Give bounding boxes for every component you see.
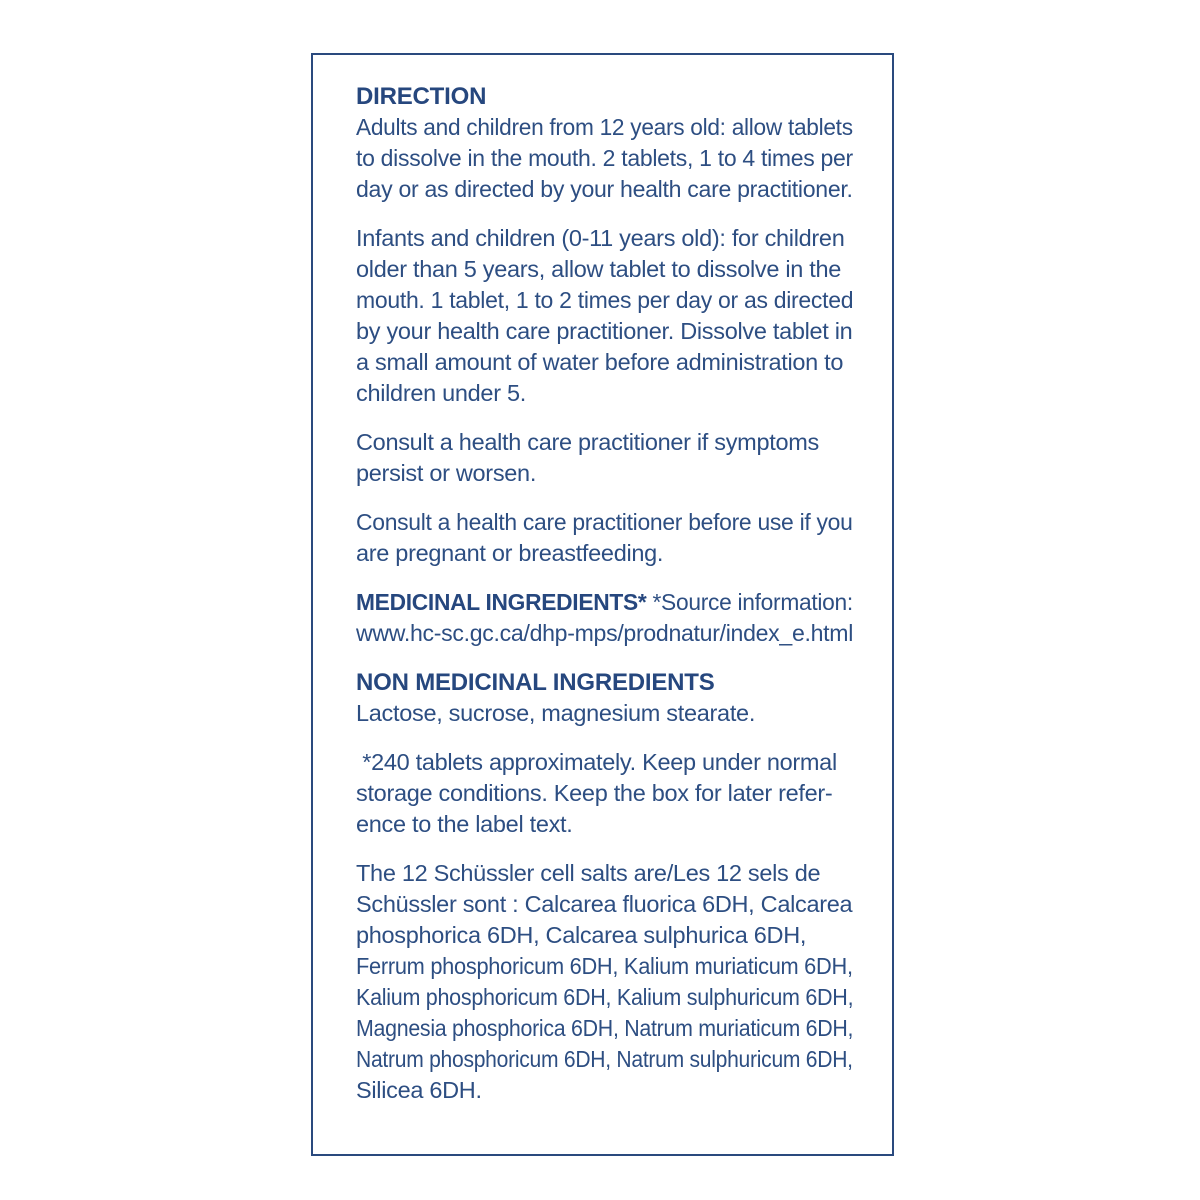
direction-heading: DIRECTION <box>356 83 487 110</box>
text-line: Natrum phosphoricum 6DH, Natrum sulphuricum 6DH, <box>356 1046 853 1072</box>
text-line: Adults and children from 12 years old: allow tablets <box>356 114 853 140</box>
direction-adults-paragraph <box>356 112 853 205</box>
text-line: Silicea 6DH. <box>356 1077 482 1103</box>
label-panel <box>311 53 894 1156</box>
medicinal-ingredients-heading-line <box>356 587 853 618</box>
text-line: Consult a health care practitioner before use if you <box>356 509 853 535</box>
text-line: older than 5 years, allow tablet to dissolve in the <box>356 256 842 282</box>
text-line: Ferrum phosphoricum 6DH, Kalium muriaticum 6DH, <box>356 953 853 979</box>
medicinal-ingredients-heading: MEDICINAL INGREDIENTS* <box>356 589 647 615</box>
text-line: by your health care practitioner. Dissolve tablet in <box>356 318 853 344</box>
text-line: Consult a health care practitioner if symptoms <box>356 429 819 455</box>
non-medicinal-ingredients-section <box>356 667 853 729</box>
cell-salts-paragraph <box>356 858 853 1106</box>
non-medicinal-ingredients-list: Lactose, sucrose, magnesium stearate. <box>356 700 756 726</box>
text-line: Infants and children (0-11 years old): for children <box>356 225 845 251</box>
consult-symptoms-paragraph <box>356 427 853 489</box>
source-information-label: *Source information: <box>646 589 853 615</box>
text-line: *240 tablets approximately. Keep under normal <box>356 749 837 775</box>
text-line: a small amount of water before administration to <box>356 349 844 375</box>
text-line: mouth. 1 tablet, 1 to 2 times per day or as directed <box>356 287 854 313</box>
non-medicinal-ingredients-block <box>356 667 853 729</box>
text-line: Kalium phosphoricum 6DH, Kalium sulphuricum 6DH, <box>356 984 854 1010</box>
direction-infants-paragraph <box>356 223 853 409</box>
direction-block <box>356 81 853 205</box>
text-line: are pregnant or breastfeeding. <box>356 540 664 566</box>
text-line: Magnesia phosphorica 6DH, Natrum muriaticum 6DH, <box>356 1015 854 1041</box>
text-line: ence to the label text. <box>356 811 573 837</box>
medicinal-ingredients-block <box>356 587 853 649</box>
text-line: persist or worsen. <box>356 460 537 486</box>
non-medicinal-ingredients-heading: NON MEDICINAL INGREDIENTS <box>356 669 715 696</box>
medicinal-ingredients-section <box>356 587 853 649</box>
storage-note-paragraph <box>356 747 853 840</box>
consult-pregnancy-paragraph <box>356 507 853 569</box>
text-line: day or as directed by your health care practitioner. <box>356 176 853 202</box>
text-line: The 12 Schüssler cell salts are/Les 12 sels de <box>356 860 821 886</box>
text-line: phosphorica 6DH, Calcarea sulphurica 6DH, <box>356 922 807 948</box>
text-line: storage conditions. Keep the box for later refer- <box>356 780 833 806</box>
source-information-url: www.hc-sc.gc.ca/dhp-mps/prodnatur/index_e.html <box>356 620 854 646</box>
text-line: Schüssler sont : Calcarea fluorica 6DH, Calcarea <box>356 891 853 917</box>
text-line: children under 5. <box>356 380 526 406</box>
text-line: to dissolve in the mouth. 2 tablets, 1 to 4 times per <box>356 145 853 171</box>
direction-section <box>356 81 853 569</box>
